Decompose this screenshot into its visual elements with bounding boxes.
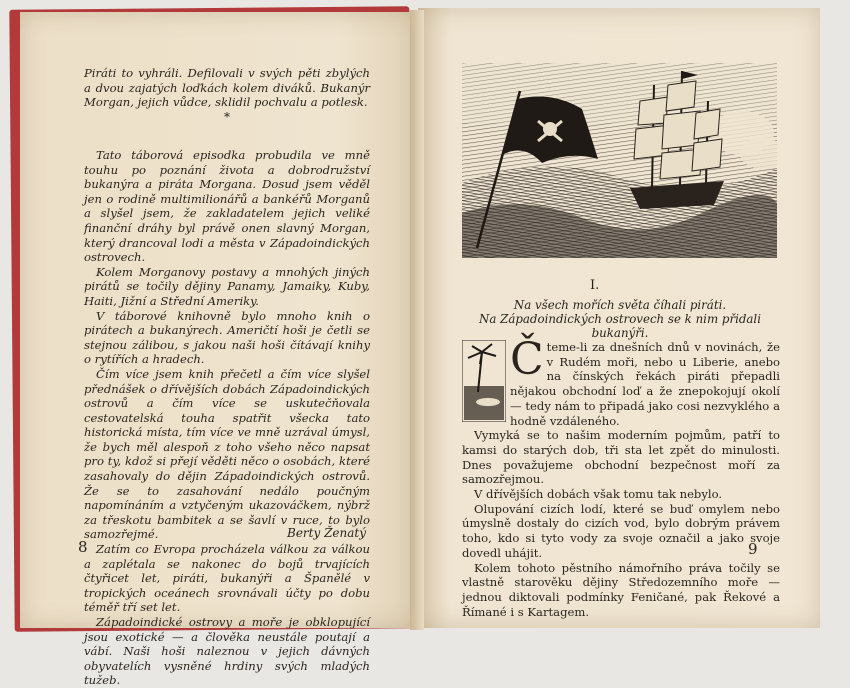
body-paragraph: Zatím co Evropa procházela válkou za válkou a zaplétala se nakonec do bojů trvajících čtyřicet let, piráti, bukanýři a Španělé v tropických oceánech srovnávali účty po dobu téměř tří set let. — [84, 542, 370, 615]
opening-block — [462, 334, 780, 428]
body-paragraph: Čím více jsem knih přečetl a čím více slyšel přednášek o dřívějších dobách Západoindických ostrovů a čím více se uskutečňovala cestovatelská touha spatřit všecka tato historická místa, tím více ve mně uzrával úmysl, že bych měl alespoň z toho všeho něco napsat pro ty, kdož si přejí věděti něco o osobách, které zasahovaly do dějin Západoindických ostrovů. Že se to zasahování nedálo poučným napomínáním a vztyčeným ukazováčkem, nýbrž za třeskotu bambitek a se šavlí v ruce, to bylo samozřejmé. — [84, 366, 370, 542]
page-number-right: 9 — [748, 540, 758, 558]
book-spine — [410, 10, 424, 630]
body-paragraph: Vymyká se to našim moderním pojmům, patří to kamsi do starých dob, tři sta let zpět do minulosti. Dnes považujeme obchodní bezpečnost moří za samozřejmou. — [462, 428, 780, 487]
intro-paragraph: Piráti to vyhráli. Defilovali v svých pěti zbylých a dvou zajatých loďkách kolem diváků. Bukanýr Morgan, jejich vůdce, sklidil pochvalu a potlesk. — [84, 66, 370, 110]
body-paragraph: V táborové knihovně bylo mnoho knih o pirátech a bukanýrech. Američtí hoši je četli se stejnou zálibou, s jakou naši hoši čítávají knihy o rytířích a hradech. — [84, 308, 370, 367]
subtitle-line: Na Západoindických ostrovech se k nim přidali bukanýři. — [479, 312, 761, 340]
subtitle-line: Na všech mořích světa číhali piráti. — [513, 298, 727, 312]
drop-cap: Č — [510, 334, 544, 385]
separator-star: * — [224, 109, 230, 124]
body-paragraph: Kolem Morganovy postavy a mnohých jiných pirátů se točily dějiny Panamy, Jamaiky, Kuby, Haiti, Jižní a Střední Ameriky. — [84, 264, 370, 308]
body-paragraph: Olupování cizích lodí, které se buď omylem nebo úmyslně dostaly do cizích vod, bylo dobrým právem toho, kdo si tyto vody za svoje označil a jako svoje dovedl uhájit. — [462, 501, 780, 560]
right-body — [462, 334, 780, 619]
left-body — [84, 148, 370, 688]
body-paragraph: Kolem tohoto pěstního námořního práva točily se vlastně starověku dějiny Středozemního moře — jednou diktovali podmínky Feničané, pak Řekové a Římané i s Kartagem. — [462, 560, 780, 619]
author-signature: Berty Ženatý — [287, 526, 366, 540]
first-paragraph: teme-li za dnešních dnů v novinách, že v Rudém moři, nebo u Liberie, anebo na čínských řekách piráti přepadli nějakou obchodní loď a že znepokojují okolí — tedy nám to připadá jako cosi nezvyklého a hodně vzdáleného. — [510, 340, 780, 428]
body-paragraph: V dřívějších dobách však tomu tak nebylo. — [474, 487, 723, 502]
body-paragraph: Západoindické ostrovy a moře je obklopující jsou exotické — a člověka neustále poutají a vábí. Naši hoši naleznou v jejich dávných obyvatelích vysněné hrdiny svých mladých tužeb. — [84, 615, 370, 688]
body-paragraph: Tato táborová episodka probudila ve mně touhu po poznání života a dobrodružství bukanýra a piráta Morgana. Dosud jsem věděl jen o rodině multimilionářů a bankéřů Morganů a slyšel jsem, že zakladatelem jejich veliké finanční dráhy byl právě onen slavný Morgan, který drancoval lodi a města v Západoindických ostrovech. — [84, 148, 370, 265]
chapter-number: I. — [590, 278, 600, 293]
left-intro — [84, 66, 370, 124]
first-paragraph-wrap — [510, 334, 780, 428]
pirate-ship-illustration — [462, 63, 777, 258]
page-number-left: 8 — [78, 538, 88, 556]
island-vignette — [462, 340, 506, 422]
